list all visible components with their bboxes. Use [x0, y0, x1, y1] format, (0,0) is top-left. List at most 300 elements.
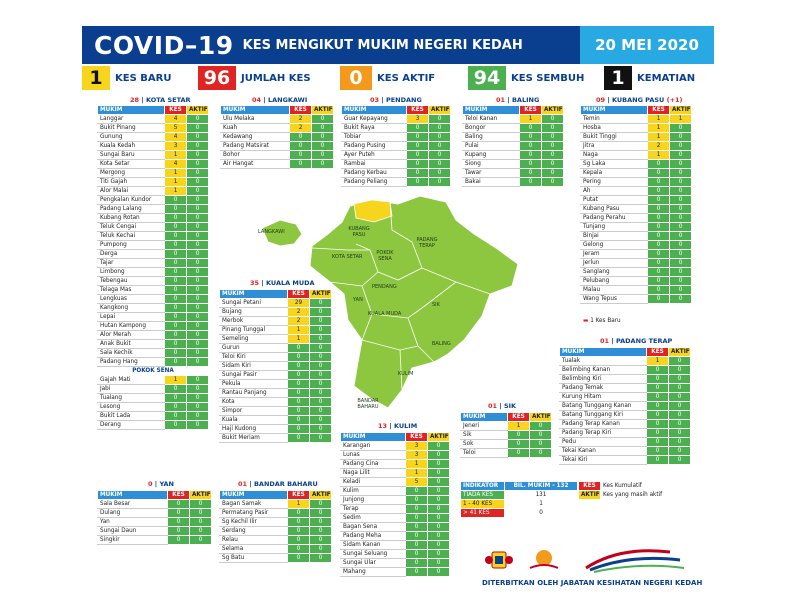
kes-count: 0 — [288, 353, 310, 362]
mukim-name: Pengkalan Kundor — [98, 196, 165, 205]
mukim-name: Kepala — [581, 169, 648, 178]
new-cases-count: 1 — [82, 66, 110, 90]
table-row — [341, 451, 450, 460]
column-header-kes: KES — [648, 106, 670, 115]
kes-count: 4 — [165, 133, 187, 142]
kes-count: 0 — [647, 375, 669, 384]
mukim-name: Lepai — [98, 313, 165, 322]
table-row — [342, 169, 451, 178]
table-row — [98, 268, 209, 277]
aktif-count: 0 — [187, 421, 209, 430]
mukim-name: Padang Hang — [98, 358, 165, 367]
mukim-name: Tualak — [560, 357, 647, 366]
aktif-count: 0 — [542, 115, 564, 124]
mukim-name: Hosba — [581, 124, 648, 133]
subsection-title — [98, 367, 209, 376]
aktif-count: 0 — [428, 559, 450, 568]
aktif-count: 0 — [428, 442, 450, 451]
kes-count: 0 — [520, 178, 542, 187]
kes-count: 1 — [165, 376, 187, 385]
table-row — [463, 178, 564, 187]
section-title-bandar-baharu: 01 | BANDAR BAHARU — [238, 480, 318, 488]
mukim-name: Teloi Kanan — [463, 115, 520, 124]
aktif-count: 0 — [428, 505, 450, 514]
key-aktif: AKTIF — [579, 491, 601, 500]
aktif-count: 0 — [670, 160, 692, 169]
table-row — [342, 124, 451, 133]
aktif-count: 0 — [187, 151, 209, 160]
table-row — [98, 349, 209, 358]
aktif-count: 0 — [669, 447, 691, 456]
table-row — [98, 500, 212, 509]
mukim-name: Tobiar — [342, 133, 407, 142]
table-langkawi — [220, 105, 334, 169]
aktif-count: 0 — [310, 317, 332, 326]
aktif-count: 0 — [669, 393, 691, 402]
mukim-name: Jerlun — [581, 259, 648, 268]
kes-count: 0 — [165, 322, 187, 331]
aktif-count: 0 — [187, 340, 209, 349]
kes-count: 0 — [288, 371, 310, 380]
key-legend — [578, 481, 690, 500]
mukim-name: Bukit Tinggi — [581, 133, 648, 142]
aktif-count: 0 — [310, 527, 332, 536]
table-sik — [460, 412, 552, 458]
column-header-aktif: AKTIF — [312, 106, 334, 115]
kes-count: 0 — [288, 527, 310, 536]
mukim-name: Teluk Kechai — [98, 232, 165, 241]
table-row — [461, 422, 552, 431]
aktif-count: 0 — [187, 232, 209, 241]
kes-count: 0 — [647, 420, 669, 429]
mukim-name: Lesong — [98, 403, 165, 412]
table-row — [461, 449, 552, 458]
aktif-count: 0 — [187, 214, 209, 223]
mukim-name: Malau — [581, 286, 648, 295]
aktif-count: 0 — [187, 142, 209, 151]
mukim-name: Sg Batu — [220, 554, 288, 563]
table-row — [98, 394, 209, 403]
mukim-name: Padang Kerbau — [342, 169, 407, 178]
kes-count: 1 — [508, 422, 530, 431]
mukim-name: Wang Tepus — [581, 295, 648, 304]
column-header-mukim: MUKIM — [461, 413, 508, 422]
map-label-bandar-baharu: BANDAR BAHARU — [357, 398, 379, 410]
kes-count: 0 — [647, 366, 669, 375]
section-title-kuala-muda: 35 | KUALA MUDA — [250, 279, 315, 287]
mukim-name: Air Hangat — [221, 160, 290, 169]
mukim-name: Baling — [463, 133, 520, 142]
kes-count: 0 — [168, 500, 190, 509]
table-row — [220, 434, 332, 443]
column-header-mukim: MUKIM — [220, 290, 288, 299]
aktif-count: 0 — [670, 241, 692, 250]
kes-count: 1 — [288, 500, 310, 509]
aktif-count: 0 — [428, 496, 450, 505]
aktif-count: 0 — [187, 205, 209, 214]
table-row — [342, 115, 451, 124]
column-header-aktif: AKTIF — [429, 106, 451, 115]
page-title: COVID–19 — [94, 30, 234, 60]
table-baling — [462, 105, 564, 187]
aktif-count: 0 — [187, 376, 209, 385]
aktif-count: 0 — [187, 403, 209, 412]
kes-count: 0 — [288, 509, 310, 518]
table-row — [98, 259, 209, 268]
table-row — [98, 322, 209, 331]
mukim-name: Yan — [98, 518, 168, 527]
aktif-count: 0 — [187, 385, 209, 394]
kes-count: 0 — [647, 393, 669, 402]
mukim-name: Lengkuas — [98, 295, 165, 304]
mukim-name: Sg Kechil Ilir — [220, 518, 288, 527]
table-row — [341, 505, 450, 514]
table-row — [560, 384, 691, 393]
table-row — [98, 340, 209, 349]
table-row — [98, 205, 209, 214]
aktif-count: 0 — [310, 545, 332, 554]
table-row — [221, 142, 334, 151]
column-header-aktif: AKTIF — [190, 491, 212, 500]
aktif-count: 0 — [310, 398, 332, 407]
indicator-table — [460, 481, 578, 518]
table-header — [560, 348, 691, 357]
table-row — [98, 331, 209, 340]
mukim-name: Dulang — [98, 509, 168, 518]
kes-count: 2 — [288, 308, 310, 317]
kes-count: 0 — [288, 389, 310, 398]
mukim-name: Putat — [581, 196, 648, 205]
map-label-baling: BALING — [432, 341, 451, 347]
kes-count: 0 — [290, 160, 312, 169]
mukim-name: Sungai Seluang — [341, 550, 406, 559]
mukim-name: Sala Besar — [98, 500, 168, 509]
subsection-name: POKOK SENA — [98, 367, 209, 376]
mukim-name: Tekai Kiri — [560, 456, 647, 465]
table-row — [463, 133, 564, 142]
total-cases-label: JUMLAH KES — [236, 66, 340, 90]
table-row — [98, 232, 209, 241]
table-row — [98, 277, 209, 286]
mukim-name: Jabi — [98, 385, 165, 394]
aktif-count: 0 — [669, 420, 691, 429]
aktif-count: 0 — [429, 115, 451, 124]
footer-text: DITERBITKAN OLEH JABATAN KESIHATAN NEGERI KEDAH — [482, 579, 703, 587]
column-header-aktif: AKTIF — [530, 413, 552, 422]
mukim-name: Padang Pusing — [342, 142, 407, 151]
mukim-name: Bukit Raya — [342, 124, 407, 133]
map-label-kuala-muda: KUALA MUDA — [368, 311, 402, 317]
table-row — [560, 411, 691, 420]
mukim-name: Naga Lilit — [341, 469, 406, 478]
table-row — [342, 160, 451, 169]
aktif-count: 0 — [187, 133, 209, 142]
mukim-name: Tawar — [463, 169, 520, 178]
mukim-name: Padang Cina — [341, 460, 406, 469]
active-cases-count: 0 — [340, 66, 372, 90]
aktif-count: 0 — [310, 299, 332, 308]
page-subtitle: KES MENGIKUT MUKIM NEGERI KEDAH — [242, 37, 523, 53]
table-row — [581, 187, 692, 196]
mukim-name: Limbong — [98, 268, 165, 277]
kes-count: 0 — [288, 545, 310, 554]
kes-count: 0 — [647, 384, 669, 393]
mukim-name: Gurun — [220, 344, 288, 353]
mukim-name: Mergong — [98, 169, 165, 178]
map-label-pokok-sena: POKOK SENA — [376, 250, 394, 262]
aktif-count: 0 — [428, 487, 450, 496]
jata-negara-logo — [484, 547, 514, 573]
aktif-count: 0 — [310, 425, 332, 434]
kes-count: 0 — [648, 250, 670, 259]
kes-count: 0 — [407, 169, 429, 178]
column-header-mukim: MUKIM — [342, 106, 407, 115]
section-title-padang-terap: 01 | PADANG TERAP — [600, 337, 673, 345]
kes-count: 0 — [288, 362, 310, 371]
table-row — [463, 115, 564, 124]
column-header-kes: KES — [168, 491, 190, 500]
kes-count: 0 — [288, 554, 310, 563]
table-row — [98, 115, 209, 124]
kes-count: 0 — [647, 411, 669, 420]
kes-count: 0 — [165, 214, 187, 223]
aktif-count: 0 — [190, 518, 212, 527]
kes-count: 0 — [648, 241, 670, 250]
map-label-kota-setar: KOTA SETAR — [332, 254, 363, 260]
aktif-count: 0 — [310, 353, 332, 362]
aktif-count: 0 — [187, 331, 209, 340]
aktif-count: 0 — [310, 407, 332, 416]
mukim-name: Bukit Pinang — [98, 124, 165, 133]
aktif-count: 0 — [187, 223, 209, 232]
mukim-name: Sok — [461, 440, 508, 449]
map-label-kubang-pasu: KUBANG PASU — [348, 226, 370, 238]
mukim-name: Kuah — [221, 124, 290, 133]
mukim-name: Ayer Puteh — [342, 151, 407, 160]
kes-count: 0 — [406, 523, 428, 532]
mukim-name: Jeram — [581, 250, 648, 259]
table-row — [98, 518, 212, 527]
column-header-aktif: AKTIF — [187, 106, 209, 115]
aktif-count: 0 — [542, 169, 564, 178]
aktif-count: 0 — [428, 550, 450, 559]
mukim-name: Ulu Melaka — [221, 115, 290, 124]
table-row — [98, 160, 209, 169]
aktif-count: 0 — [187, 412, 209, 421]
table-row — [98, 124, 209, 133]
kes-count: 0 — [648, 232, 670, 241]
mukim-name: Kurung Hitam — [560, 393, 647, 402]
kes-count: 0 — [520, 169, 542, 178]
aktif-count: 0 — [670, 151, 692, 160]
aktif-count: 0 — [670, 232, 692, 241]
mukim-name: Padang Terap Kanan — [560, 420, 647, 429]
table-row — [98, 250, 209, 259]
aktif-count: 0 — [187, 277, 209, 286]
table-row — [341, 442, 450, 451]
column-header-aktif: AKTIF — [428, 433, 450, 442]
table-row — [560, 438, 691, 447]
mukim-name: Tualang — [98, 394, 165, 403]
aktif-count: 0 — [310, 554, 332, 563]
table-row — [98, 509, 212, 518]
kes-count: 0 — [165, 223, 187, 232]
mukim-name: Bongor — [463, 124, 520, 133]
table-header — [98, 491, 212, 500]
kes-count: 0 — [165, 196, 187, 205]
table-row — [581, 169, 692, 178]
indicator-value: 0 — [505, 509, 578, 518]
kes-count: 0 — [165, 277, 187, 286]
mukim-name: Pering — [581, 178, 648, 187]
kes-count: 1 — [647, 357, 669, 366]
summary-bar — [82, 66, 714, 90]
mukim-name: Simpor — [220, 407, 288, 416]
aktif-count: 0 — [670, 124, 692, 133]
table-row — [463, 169, 564, 178]
aktif-count: 0 — [670, 259, 692, 268]
kes-count: 0 — [288, 398, 310, 407]
kes-count: 0 — [520, 133, 542, 142]
indicator-label: > 41 KES — [461, 509, 505, 518]
aktif-count: 0 — [530, 440, 552, 449]
table-row — [560, 456, 691, 465]
report-date: 20 MEI 2020 — [580, 26, 714, 64]
table-row — [581, 223, 692, 232]
table-row — [581, 214, 692, 223]
new-case-marker-icon: ▬ — [583, 318, 589, 324]
kes-count: 0 — [647, 429, 669, 438]
aktif-count: 0 — [187, 295, 209, 304]
table-row — [341, 550, 450, 559]
mukim-name: Keladi — [341, 478, 406, 487]
kes-count: 0 — [647, 456, 669, 465]
kes-count: 0 — [165, 259, 187, 268]
kes-count: 1 — [165, 187, 187, 196]
mukim-name: Padang Meha — [341, 532, 406, 541]
section-title-kulim: 13 | KULIM — [378, 422, 418, 430]
mukim-name: Sungai Ular — [341, 559, 406, 568]
table-row — [98, 421, 209, 430]
aktif-count: 0 — [542, 133, 564, 142]
column-header-aktif: AKTIF — [669, 348, 691, 357]
table-row — [581, 115, 692, 124]
kes-count: 1 — [165, 151, 187, 160]
kes-count: 0 — [288, 407, 310, 416]
table-header — [342, 106, 451, 115]
aktif-count: 0 — [530, 431, 552, 440]
aktif-count: 0 — [187, 250, 209, 259]
aktif-count: 0 — [670, 142, 692, 151]
table-row — [581, 151, 692, 160]
column-header-kes: KES — [165, 106, 187, 115]
mukim-name: Titi Gajah — [98, 178, 165, 187]
mukim-name: Kangkong — [98, 304, 165, 313]
kes-count: 0 — [165, 205, 187, 214]
table-row — [342, 178, 451, 187]
aktif-count: 1 — [670, 115, 692, 124]
active-cases-label: KES AKTIF — [372, 66, 468, 90]
indicator-header: INDIKATOR — [461, 482, 505, 491]
mukim-name: Bukit Meriam — [220, 434, 288, 443]
kes-count: 0 — [520, 124, 542, 133]
table-row — [220, 527, 332, 536]
aktif-count: 0 — [310, 389, 332, 398]
kkm-logo — [580, 546, 690, 574]
table-row — [341, 541, 450, 550]
map-label-sik: SIK — [432, 302, 440, 308]
aktif-count: 0 — [310, 536, 332, 545]
table-padang-terap — [559, 347, 691, 465]
kes-count: 0 — [648, 187, 670, 196]
mukim-name: Batang Tunggang Kiri — [560, 411, 647, 420]
kes-count: 0 — [520, 151, 542, 160]
mukim-name: Kupang — [463, 151, 520, 160]
mukim-name: Sala Kechik — [98, 349, 165, 358]
aktif-count: 0 — [542, 151, 564, 160]
kes-count: 1 — [288, 335, 310, 344]
column-header-kes: KES — [647, 348, 669, 357]
mukim-name: Guar Kepayang — [342, 115, 407, 124]
kes-count: 1 — [648, 151, 670, 160]
kes-count: 0 — [508, 431, 530, 440]
mukim-name: Kubang Pasu — [581, 205, 648, 214]
aktif-count: 0 — [669, 375, 691, 384]
aktif-count: 0 — [187, 322, 209, 331]
column-header-mukim: MUKIM — [220, 491, 288, 500]
kes-count: 0 — [407, 142, 429, 151]
kes-count: 1 — [165, 169, 187, 178]
table-row — [220, 554, 332, 563]
mukim-name: Pulai — [463, 142, 520, 151]
kes-count: 2 — [290, 124, 312, 133]
table-kulim — [340, 432, 450, 577]
mukim-name: Tajar — [98, 259, 165, 268]
mukim-name: Bohor — [221, 151, 290, 160]
mukim-name: Padang Terap Kiri — [560, 429, 647, 438]
mukim-name: Padang Matsirat — [221, 142, 290, 151]
kes-count: 3 — [407, 115, 429, 124]
kes-count: 2 — [648, 142, 670, 151]
kes-count: 0 — [406, 532, 428, 541]
aktif-count: 0 — [310, 518, 332, 527]
aktif-count: 0 — [428, 451, 450, 460]
mukim-name: Sungai Pasir — [220, 371, 288, 380]
kes-count: 0 — [168, 536, 190, 545]
table-row — [463, 151, 564, 160]
aktif-count: 0 — [530, 422, 552, 431]
aktif-count: 0 — [429, 151, 451, 160]
column-header-kes: KES — [288, 491, 310, 500]
mukim-name: Padang Lalang — [98, 205, 165, 214]
table-row — [221, 151, 334, 160]
mukim-name: Alor Merah — [98, 331, 165, 340]
aktif-count: 0 — [669, 456, 691, 465]
kes-count: 0 — [407, 151, 429, 160]
mukim-name: Belimbing Kiri — [560, 375, 647, 384]
kes-count: 0 — [165, 250, 187, 259]
total-cases-count: 96 — [198, 66, 236, 90]
table-row — [581, 124, 692, 133]
section-title-langkawi: 04 | LANGKAWI — [252, 96, 308, 104]
aktif-count: 0 — [190, 509, 212, 518]
kedah-sejahtera-logo — [524, 548, 564, 574]
mukim-name: Mahang — [341, 568, 406, 577]
mukim-name: Padang Perahu — [581, 214, 648, 223]
kes-count: 0 — [168, 509, 190, 518]
mukim-name: Siong — [463, 160, 520, 169]
aktif-count: 0 — [187, 169, 209, 178]
